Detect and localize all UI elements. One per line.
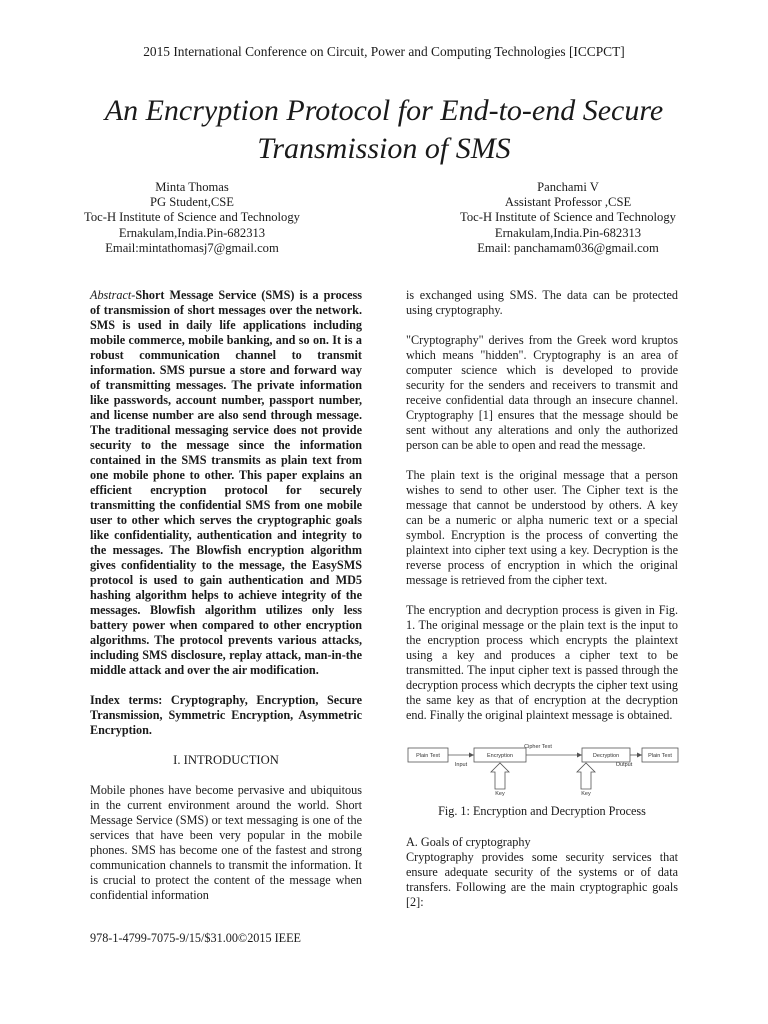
author-institute: Toc-H Institute of Science and Technology bbox=[460, 210, 676, 225]
fig-plain-text-right: Plain Text bbox=[648, 753, 672, 759]
paragraph-plain-text: The plain text is the original message that a person wishes to send to other user. The Cipher text is the message that cannot be understood by others. A key can be a numeric or alpha numeric text or a special symbol. Encryption is the process of converting the plaintext into cipher text using a key. Decryption is the reverse process of encryption in which the original message is retrieved from the cipher text. bbox=[406, 468, 678, 587]
key-arrow-right bbox=[577, 763, 595, 789]
encryption-decryption-figure bbox=[406, 738, 680, 798]
paragraph-cryptography: "Cryptography" derives from the Greek word kruptos which means "hidden". Cryptography is an area of computer science which is developed to provide security for the senders and receivers to transmit and receive confidential data through an insecure channel. Cryptography [1] ensures that the message should be sent without any alterations and only the authorized person can be able to open and read the message. bbox=[406, 333, 678, 452]
fig-input: Input bbox=[454, 762, 468, 768]
fig-output: Output bbox=[615, 762, 633, 768]
author-email: Email:mintathomasj7@gmail.com bbox=[105, 240, 279, 255]
author-institute: Toc-H Institute of Science and Technology bbox=[84, 210, 300, 225]
left-column bbox=[90, 288, 362, 918]
author-name: Panchami V bbox=[537, 180, 599, 194]
figure-caption: Fig. 1: Encryption and Decryption Process bbox=[438, 804, 646, 818]
conference-header: 2015 International Conference on Circuit, Power and Computing Technologies [ICCPCT] bbox=[143, 44, 625, 59]
right-column bbox=[406, 288, 678, 925]
key-arrow-left bbox=[491, 763, 509, 789]
fig-decryption: Decryption bbox=[592, 753, 620, 759]
author-role: Assistant Professor ,CSE bbox=[504, 195, 632, 210]
paragraph-goals: Cryptography provides some security services that ensure adequate security of the systems or of data transfers. Following are the main cryptographic goals [2]: bbox=[406, 850, 678, 909]
author-address: Ernakulam,India.Pin-682313 bbox=[118, 225, 266, 240]
author-block-2 bbox=[418, 180, 718, 256]
fig-key-left: Key bbox=[495, 791, 505, 797]
copyright-footer: 978-1-4799-7075-9/15/$31.00©2015 IEEE bbox=[90, 931, 302, 945]
fig-plain-text-left: Plain Text bbox=[416, 753, 440, 759]
title-line-2: Transmission of SMS bbox=[257, 132, 511, 165]
fig-cipher-text: Cipher Text bbox=[524, 744, 552, 750]
paragraph-process: The encryption and decryption process is given in Fig. 1. The original message or the plain text is the input to the encryption process which encrypts the plaintext using a key and produces a cipher text to be transmitted. The input cipher text is passed through the decryption process which decrypts the cipher text using the same key as that of encryption at the decryption end. Finally the original plaintext message is obtained. bbox=[406, 603, 678, 722]
figure-diagram bbox=[406, 738, 680, 798]
author-block-1 bbox=[42, 180, 342, 256]
goals-heading: A. Goals of cryptography bbox=[406, 835, 531, 849]
author-email: Email: panchamam036@gmail.com bbox=[477, 240, 659, 255]
abstract-text: Short Message Service (SMS) is a process of transmission of short messages over the network. SMS is used in daily life applications including mobile commerce, mobile banking, and so on. It is a robust communication channel to transmit information. SMS pursue a store and forward way of transmitting messages. The private information like passwords, account number, passport number, and license number are also send through message. The traditional messaging service does not provide security to the message since the information contained in the SMS transmits as plain text from one mobile phone to other. This paper explains an efficient encryption protocol for securely transmitting the confidential SMS from one mobile user to other which serves the cryptographic goals like confidentiality, authentication and integrity to the messages. The Blowfish encryption algorithm gives confidentiality to the message, the EasySMS protocol is used to gain authentication and MD5 hashing algorithm helps to achieve integrity of the messages. Blowfish algorithm utilizes only less battery power when compared to other encryption algorithms. The protocol prevents various attacks, including SMS disclosure, replay attack, man-in-the middle attack and over the air modification. bbox=[90, 288, 362, 677]
author-name: Minta Thomas bbox=[155, 180, 229, 194]
introduction-heading: I. INTRODUCTION bbox=[173, 753, 279, 767]
index-terms: Index terms: Cryptography, Encryption, Secure Transmission, Symmetric Encryption, Asymmetric Encryption. bbox=[90, 693, 362, 737]
paragraph-sms-protection: is exchanged using SMS. The data can be protected using cryptography. bbox=[406, 288, 678, 317]
author-address: Ernakulam,India.Pin-682313 bbox=[494, 225, 642, 240]
abstract-lead: Abstract- bbox=[90, 288, 136, 302]
title-line-1: An Encryption Protocol for End-to-end Secure bbox=[104, 94, 664, 127]
paper-title bbox=[40, 92, 728, 168]
fig-key-right: Key bbox=[581, 791, 591, 797]
introduction-paragraph: Mobile phones have become pervasive and ubiquitous in the current environment around the world. Short Message Service (SMS) or text messaging is one of the services that have been very popular in the mobile phones. SMS has become one of the fastest and strong communication channels to transmit the information. It is crucial to protect the content of the message when confidential information bbox=[90, 783, 362, 902]
author-role: PG Student,CSE bbox=[150, 195, 234, 210]
abstract bbox=[90, 288, 362, 678]
fig-encryption: Encryption bbox=[487, 753, 513, 759]
